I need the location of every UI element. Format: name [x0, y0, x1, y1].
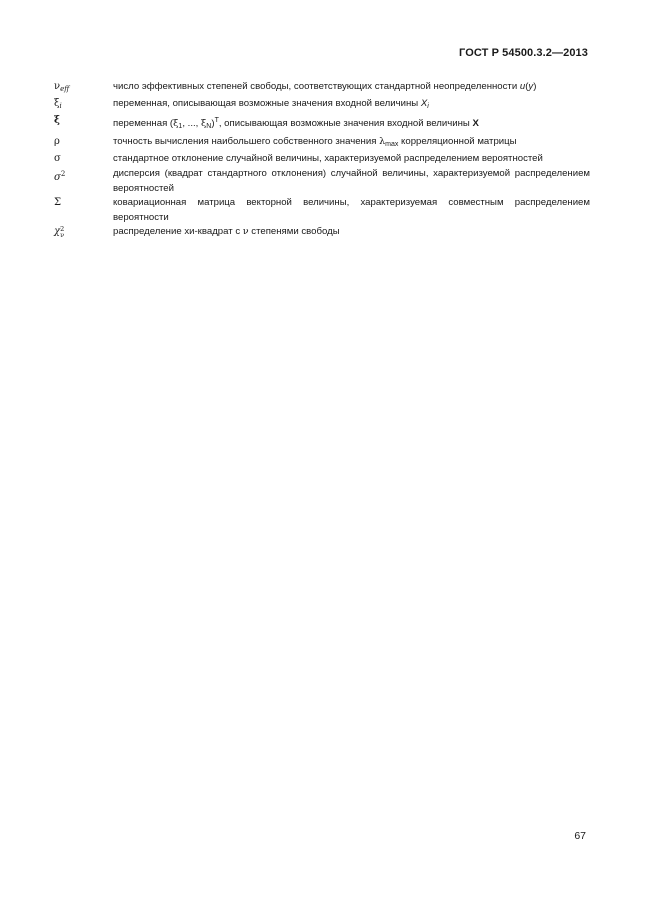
- definition-text-sigma: стандартное отклонение случайной величины, характеризуемой распределением вероятностей: [113, 153, 543, 165]
- definition-row-nu-eff: [54, 80, 590, 97]
- definition-row-xi-vector: [54, 114, 590, 135]
- symbol-sigma-squared: $\sigma^2$: [54, 169, 66, 183]
- definition-text-rho: точность вычисления наибольшего собственного значения $\lambda_{max}$ корреляционной матрицы: [113, 135, 517, 148]
- symbol-capital-sigma: Σ: [54, 197, 62, 209]
- symbol-rho: ρ: [54, 135, 60, 147]
- definition-row-xi-i: [54, 97, 590, 115]
- definition-row-rho: [54, 135, 590, 153]
- symbol-nu-eff: $\nu_{eff}$: [54, 81, 70, 93]
- definition-row-capital-sigma: [54, 196, 590, 225]
- symbol-xi-i: $\xi_i$: [54, 97, 62, 110]
- symbol-chi-squared: χ 2 ν: [54, 224, 65, 239]
- definition-row-chi-squared: [54, 225, 590, 240]
- definition-text-nu-eff: число эффективных степеней свободы, соответствующих стандартной неопределенности u(y): [113, 81, 537, 92]
- symbol-sigma: σ: [54, 153, 61, 165]
- definition-row-sigma: [54, 152, 590, 167]
- definition-text-chi-squared: распределение хи-квадрат с ν степенями свободы: [113, 226, 340, 238]
- definition-text-sigma-squared: дисперсия (квадрат стандартного отклонения) случайной величины, характеризуемой распределением вероятностей: [113, 167, 590, 194]
- definition-text-capital-sigma: ковариационная матрица векторной величины, характеризуемая совместным распределением вероятности: [113, 197, 590, 223]
- document-standard-header: ГОСТ Р 54500.3.2—2013: [459, 47, 588, 59]
- definition-row-sigma-squared: [54, 167, 590, 196]
- definition-text-xi-i: переменная, описывающая возможные значения входной величины $X_i$: [113, 97, 429, 110]
- page-number: 67: [574, 830, 586, 842]
- definition-text-xi-vector: переменная ($\xi_1$, ..., $\xi_N)^T$, описывающая возможные значения входной величины X: [113, 117, 479, 131]
- symbol-xi-vector: ξ: [54, 115, 60, 127]
- symbol-definitions-list: [54, 80, 590, 240]
